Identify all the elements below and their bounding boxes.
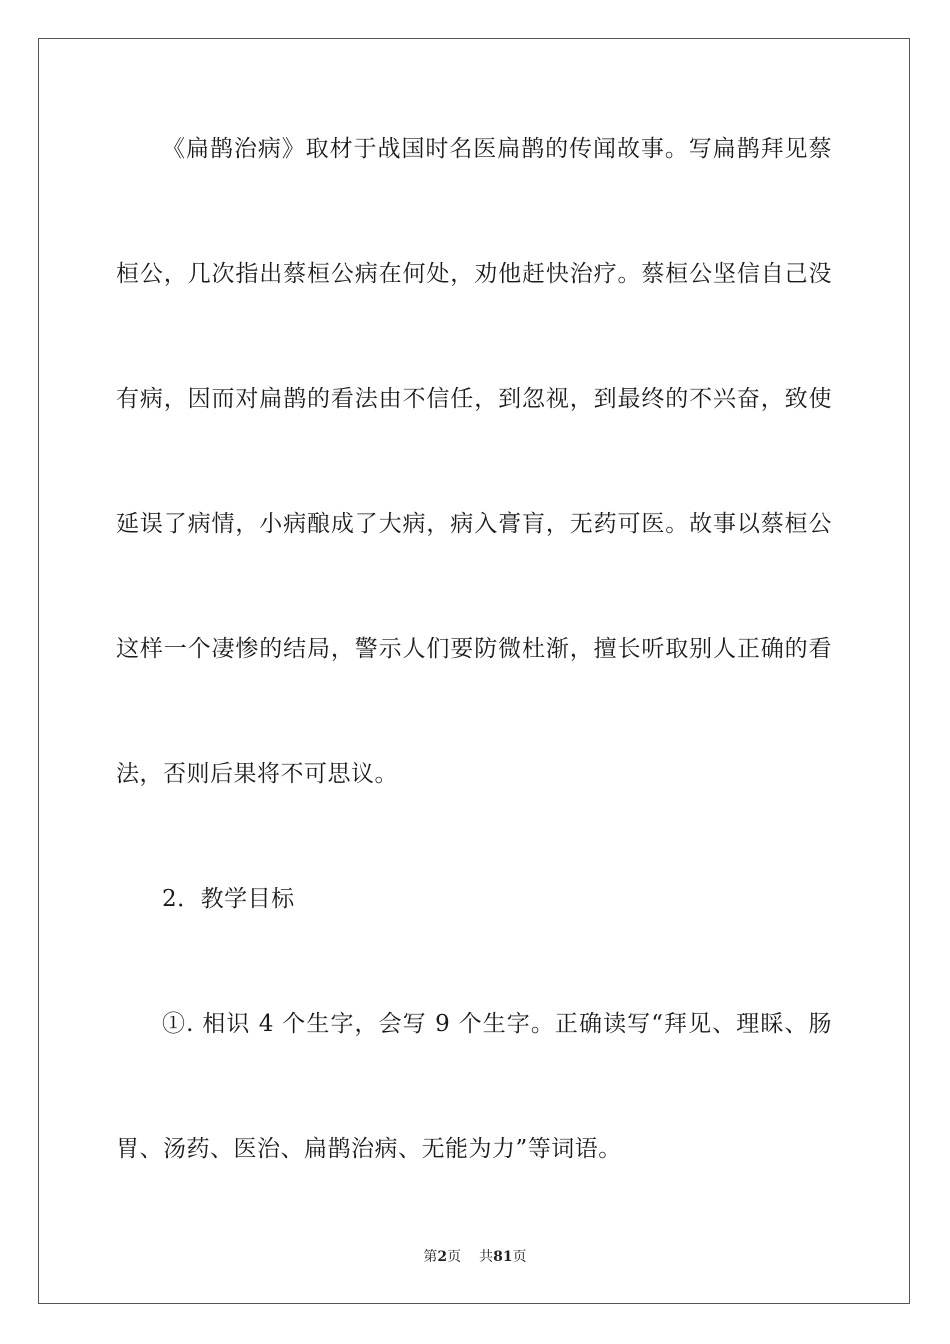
paragraph-1-line-3: 有病，因而对扁鹊的看法由不信任，到忽视，到最终的不兴奋，致使 bbox=[116, 386, 832, 412]
paragraph-1-line-4: 延误了病情，小病酿成了大病，病入膏肓，无药可医。故事以蔡桓公 bbox=[116, 511, 832, 537]
total-suffix: 页 bbox=[512, 1249, 527, 1265]
paragraph-1-line-5: 这样一个凄惨的结局，警示人们要防微杜渐，擅长听取别人正确的看 bbox=[116, 636, 832, 662]
paragraph-1-line-2: 桓公，几次指出蔡桓公病在何处，劝他赶快治疗。蔡桓公坚信自己没 bbox=[116, 261, 832, 287]
page-footer bbox=[0, 1246, 950, 1266]
paragraph-1-line-1: 《扁鹊治病》取材于战国时名医扁鹊的传闻故事。写扁鹊拜见蔡 bbox=[162, 136, 832, 162]
page-prefix: 第 bbox=[423, 1249, 438, 1265]
document-body bbox=[116, 118, 832, 1243]
section-heading: 2．教学目标 bbox=[162, 886, 295, 912]
paragraph-2-line-2: 胃、汤药、医治、扁鹊治病、无能为力”等词语。 bbox=[116, 1136, 622, 1162]
total-pages: 81 bbox=[493, 1249, 513, 1265]
paragraph-2-line-1: ①. 相识 4 个生字，会写 9 个生字。正确读写“拜见、理睬、肠 bbox=[162, 1011, 832, 1037]
page-suffix: 页 bbox=[447, 1249, 462, 1265]
paragraph-1-line-6: 法，否则后果将不可思议。 bbox=[116, 761, 398, 787]
total-prefix: 共 bbox=[479, 1249, 494, 1265]
page-number: 2 bbox=[437, 1249, 448, 1265]
